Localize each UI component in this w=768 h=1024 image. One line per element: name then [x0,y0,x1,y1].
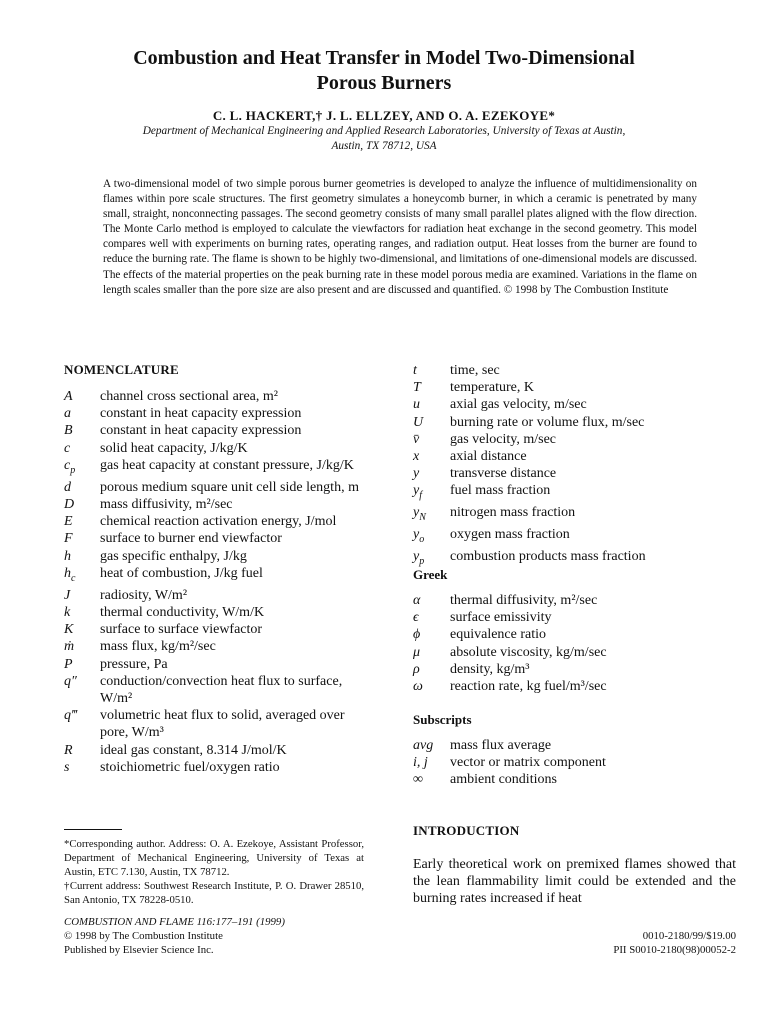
nomenclature-definition: temperature, K [450,380,534,396]
nomenclature-definition: gas specific enthalpy, J/kg [100,548,247,564]
nomenclature-entry [64,673,364,707]
nomenclature-definition: ideal gas constant, 8.314 J/mol/K [100,742,287,758]
nomenclature-definition: porous medium square unit cell side length, m [100,479,359,495]
journal-citation: COMBUSTION AND FLAME 116:177–191 (1999) [64,916,285,928]
nomenclature-symbol: K [64,622,74,638]
nomenclature-definition: solid heat capacity, J/kg/K [100,440,248,456]
footnote-rule [64,829,122,830]
nomenclature-entry [64,656,364,673]
nomenclature-symbol: μ [413,644,421,660]
nomenclature-definition: combustion products mass fraction [450,549,646,565]
title-line-1: Combustion and Heat Transfer in Model Two-Dimensional [133,47,635,69]
nomenclature-definition: density, kg/m³ [450,661,530,677]
footnote-current-address: †Current address: Southwest Research Institute, P. O. Drawer 28510, San Antonio, TX 78228-0510. [64,880,364,907]
nomenclature-symbol: D [64,497,75,513]
nomenclature-entry [64,388,364,405]
nomenclature-entry [413,448,733,465]
nomenclature-definition: mass flux, kg/m²/sec [100,639,216,655]
nomenclature-entry [64,405,364,422]
nomenclature-definition: surface emissivity [450,610,552,626]
nomenclature-entry [413,678,733,695]
nomenclature-definition: absolute viscosity, kg/m/sec [450,644,607,660]
nomenclature-symbol: x [413,449,420,465]
nomenclature-symbol: J [64,587,71,603]
nomenclature-symbol: h [64,548,71,564]
introduction-heading: INTRODUCTION [413,823,520,838]
nomenclature-entry [413,465,733,482]
nomenclature-symbol: $y_p$ [413,549,425,568]
identifier-footer [613,929,736,957]
nomenclature-entry [64,587,364,604]
nomenclature-symbol: $h_c$ [64,565,76,584]
nomenclature-entry [64,565,364,587]
affiliation-line-1: Department of Mechanical Engineering and Applied Research Laboratories, University of Texas at Austin, [142,125,626,137]
nomenclature-symbol: B [64,423,73,439]
nomenclature-entry [64,479,364,496]
nomenclature-entry [413,396,733,413]
affiliation [100,124,668,154]
nomenclature-symbol: i, j [413,755,428,771]
affiliation-line-2: Austin, TX 78712, USA [331,140,437,152]
nomenclature-entry [413,626,733,643]
nomenclature-entry [64,530,364,547]
nomenclature-definition: transverse distance [450,466,557,482]
nomenclature-entry [413,431,733,448]
footnotes [64,837,364,907]
introduction-text: Early theoretical work on premixed flames showed that the lean flammability limit could be extended and the burning rates increased if heat [413,857,736,906]
author-list: C. L. HACKERT,† J. L. ELLZEY, AND O. A. EZEKOYE* [212,108,556,123]
nomenclature-symbol: ṁ [64,639,75,655]
journal-footer [64,915,285,957]
nomenclature-symbol: E [64,514,73,530]
nomenclature-symbol: s [64,759,70,775]
issn-line: 0010-2180/99/$19.00 [642,930,736,942]
nomenclature-entry [64,457,364,479]
nomenclature-entry [64,440,364,457]
nomenclature-symbol: $c_p$ [64,457,76,476]
nomenclature-definition: conduction/convection heat flux to surface, W/m² [100,673,343,707]
nomenclature-entry [413,771,733,788]
nomenclature-symbol: u [413,397,420,413]
nomenclature-definition: surface to surface viewfactor [100,622,263,638]
nomenclature-symbol: q‴ [64,708,77,724]
nomenclature-definition: thermal conductivity, W/m/K [100,605,265,621]
nomenclature-entry [413,548,733,570]
pii-line: PII S0010-2180(98)00052-2 [613,944,736,957]
nomenclature-entry [64,604,364,621]
nomenclature-definition: chemical reaction activation energy, J/mol [100,514,337,530]
nomenclature-entry [64,548,364,565]
nomenclature-symbol: k [64,605,71,621]
nomenclature-list-right [413,362,733,570]
nomenclature-entry [413,504,733,526]
nomenclature-entry [413,737,733,754]
nomenclature-entry [64,707,364,741]
nomenclature-symbol: ϵ [413,610,419,626]
nomenclature-symbol: U [413,414,424,430]
nomenclature-symbol: a [64,406,71,422]
greek-heading: Greek [413,567,448,582]
nomenclature-entry [413,592,733,609]
nomenclature-definition: stoichiometric fuel/oxygen ratio [100,759,280,775]
nomenclature-symbol: avg [413,738,434,753]
nomenclature-definition: mass diffusivity, m²/sec [100,497,233,513]
nomenclature-definition: oxygen mass fraction [450,527,570,543]
nomenclature-definition: equivalence ratio [450,627,547,643]
nomenclature-definition: reaction rate, kg fuel/m³/sec [450,679,607,695]
nomenclature-list-left [64,388,364,776]
nomenclature-entry [413,661,733,678]
greek-symbols-list [413,592,733,695]
nomenclature-definition: gas velocity, m/sec [450,431,557,447]
nomenclature-definition: gas heat capacity at constant pressure, J/kg/K [100,457,354,473]
nomenclature-entry [64,621,364,638]
nomenclature-symbol: ϕ [413,627,421,643]
nomenclature-symbol: $y_N$ [413,505,426,524]
title-line-2: Porous Burners [316,72,452,94]
nomenclature-definition: axial gas velocity, m/sec [450,397,587,413]
nomenclature-definition: time, sec [450,363,500,378]
nomenclature-entry [64,742,364,759]
nomenclature-entry [413,362,733,379]
nomenclature-definition: channel cross sectional area, m² [100,389,278,404]
subscripts-list [413,737,733,789]
nomenclature-definition: axial distance [450,449,527,465]
nomenclature-definition: volumetric heat flux to solid, averaged over pore, W/m³ [100,708,345,741]
nomenclature-definition: burning rate or volume flux, m/sec [450,414,645,430]
subscripts-heading: Subscripts [413,712,472,727]
nomenclature-definition: mass flux average [450,738,552,753]
publisher-line: Published by Elsevier Science Inc. [64,944,214,957]
nomenclature-definition: nitrogen mass fraction [450,505,576,521]
nomenclature-symbol: ρ [413,661,420,677]
nomenclature-definition: radiosity, W/m² [100,587,188,603]
nomenclature-symbol: $y_f$ [413,483,422,502]
nomenclature-entry [413,644,733,661]
nomenclature-entry [413,482,733,504]
copyright-line: © 1998 by The Combustion Institute [64,930,223,943]
nomenclature-entry [413,754,733,771]
nomenclature-definition: heat of combustion, J/kg fuel [100,565,263,581]
nomenclature-entry [64,513,364,530]
paper-title [0,46,768,96]
nomenclature-symbol: F [64,531,73,547]
footnote-corresponding: *Corresponding author. Address: O. A. Ezekoye, Assistant Professor, Department of Mechanical Engineering, University of Texas at Austin, ETC 7.130, Austin, TX 78712. [64,838,364,879]
nomenclature-entry [64,496,364,513]
nomenclature-symbol: A [64,389,73,404]
nomenclature-heading: NOMENCLATURE [64,362,179,377]
nomenclature-entry [413,526,733,548]
nomenclature-definition: constant in heat capacity expression [100,423,302,439]
nomenclature-symbol: T [413,380,421,396]
nomenclature-entry [413,379,733,396]
nomenclature-symbol: q″ [64,673,77,689]
nomenclature-symbol: y [413,466,420,482]
nomenclature-definition: pressure, Pa [100,656,168,672]
nomenclature-symbol: P [64,656,73,672]
nomenclature-entry [413,609,733,626]
nomenclature-entry [413,414,733,431]
abstract: A two-dimensional model of two simple porous burner geometries is developed to analyze the influence of multidimensionality on flames within pore scale structures. The first geometry simulates a honeycomb burner, in which a ceramic is penetrated by many small, straight, nonconnecting passages. The second geometry consists of many small parallel plates aligned with the flow direction. The Monte Carlo method is employed to calculate the viewfactors for radiation heat exchange in the second geometry. This model compares well with experiments on burning rates, operating ranges, and radiation output. Heat losses from the burner are found to reduce the burning rate. The flame is shown to be highly two-dimensional, and limitations of one-dimensional models are discussed. The effects of the material properties on the peak burning rate in these model porous media are examined. Variations in the flame on length scales smaller than the pore size are also present and are discussed and quantified. © 1998 by The Combustion Institute [103,178,697,296]
nomenclature-definition: fuel mass fraction [450,483,551,499]
nomenclature-definition: thermal diffusivity, m²/sec [450,593,598,608]
nomenclature-symbol: α [413,593,421,608]
nomenclature-symbol: d [64,479,71,495]
nomenclature-symbol: ∞ [413,772,423,788]
nomenclature-symbol: t [413,363,417,378]
nomenclature-entry [64,422,364,439]
nomenclature-entry [64,638,364,655]
nomenclature-entry [64,759,364,776]
nomenclature-symbol: c [64,440,71,456]
nomenclature-symbol: R [64,742,73,758]
nomenclature-symbol: $y_o$ [413,527,425,546]
nomenclature-definition: constant in heat capacity expression [100,406,302,422]
nomenclature-definition: surface to burner end viewfactor [100,531,282,547]
nomenclature-definition: vector or matrix component [450,755,606,771]
nomenclature-definition: ambient conditions [450,772,557,788]
nomenclature-symbol: ω [413,679,423,695]
nomenclature-symbol: v̄ [413,431,420,447]
